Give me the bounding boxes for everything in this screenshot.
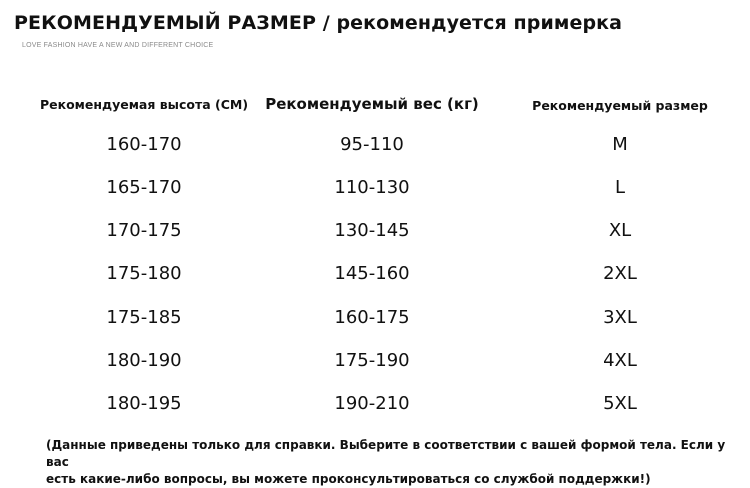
height-cell: 175-185 xyxy=(106,307,182,328)
weight-cell: 145-160 xyxy=(334,263,410,284)
size-cell: 5XL xyxy=(603,393,637,414)
height-cell: 180-195 xyxy=(106,393,182,414)
size-cell: L xyxy=(614,177,626,198)
column-header-weight: Рекомендуемый вес (кг) xyxy=(265,95,479,113)
weight-cell: 190-210 xyxy=(334,393,410,414)
height-cell: 170-175 xyxy=(106,220,182,241)
weight-cell: 175-190 xyxy=(334,350,410,371)
disclaimer-line-2: есть какие-либо вопросы, вы можете проконсультироваться со службой поддержки!) xyxy=(46,472,651,486)
size-cell: 4XL xyxy=(603,350,637,371)
disclaimer-note xyxy=(46,437,736,488)
column-header-height: Рекомендуемая высота (CM) xyxy=(39,97,249,112)
height-cell: 180-190 xyxy=(106,350,182,371)
height-cell: 165-170 xyxy=(106,177,182,198)
size-cell: 2XL xyxy=(603,263,637,284)
weight-cell: 160-175 xyxy=(334,307,410,328)
disclaimer-line-1: (Данные приведены только для справки. Выберите в соответствии с вашей формой тела. Если у вас xyxy=(46,438,726,469)
size-cell: XL xyxy=(608,220,632,241)
height-cell: 175-180 xyxy=(106,263,182,284)
page-subtitle: LOVE FASHION HAVE A NEW AND DIFFERENT CHOICE xyxy=(22,42,214,49)
page-title: РЕКОМЕНДУЕМЫЙ РАЗМЕР / рекомендуется примерка xyxy=(14,12,623,34)
weight-cell: 95-110 xyxy=(340,134,404,155)
size-cell: 3XL xyxy=(603,307,637,328)
weight-cell: 110-130 xyxy=(334,177,410,198)
weight-cell: 130-145 xyxy=(334,220,410,241)
size-cell: M xyxy=(612,134,628,155)
height-cell: 160-170 xyxy=(106,134,182,155)
column-header-size: Рекомендуемый размер xyxy=(532,98,708,113)
